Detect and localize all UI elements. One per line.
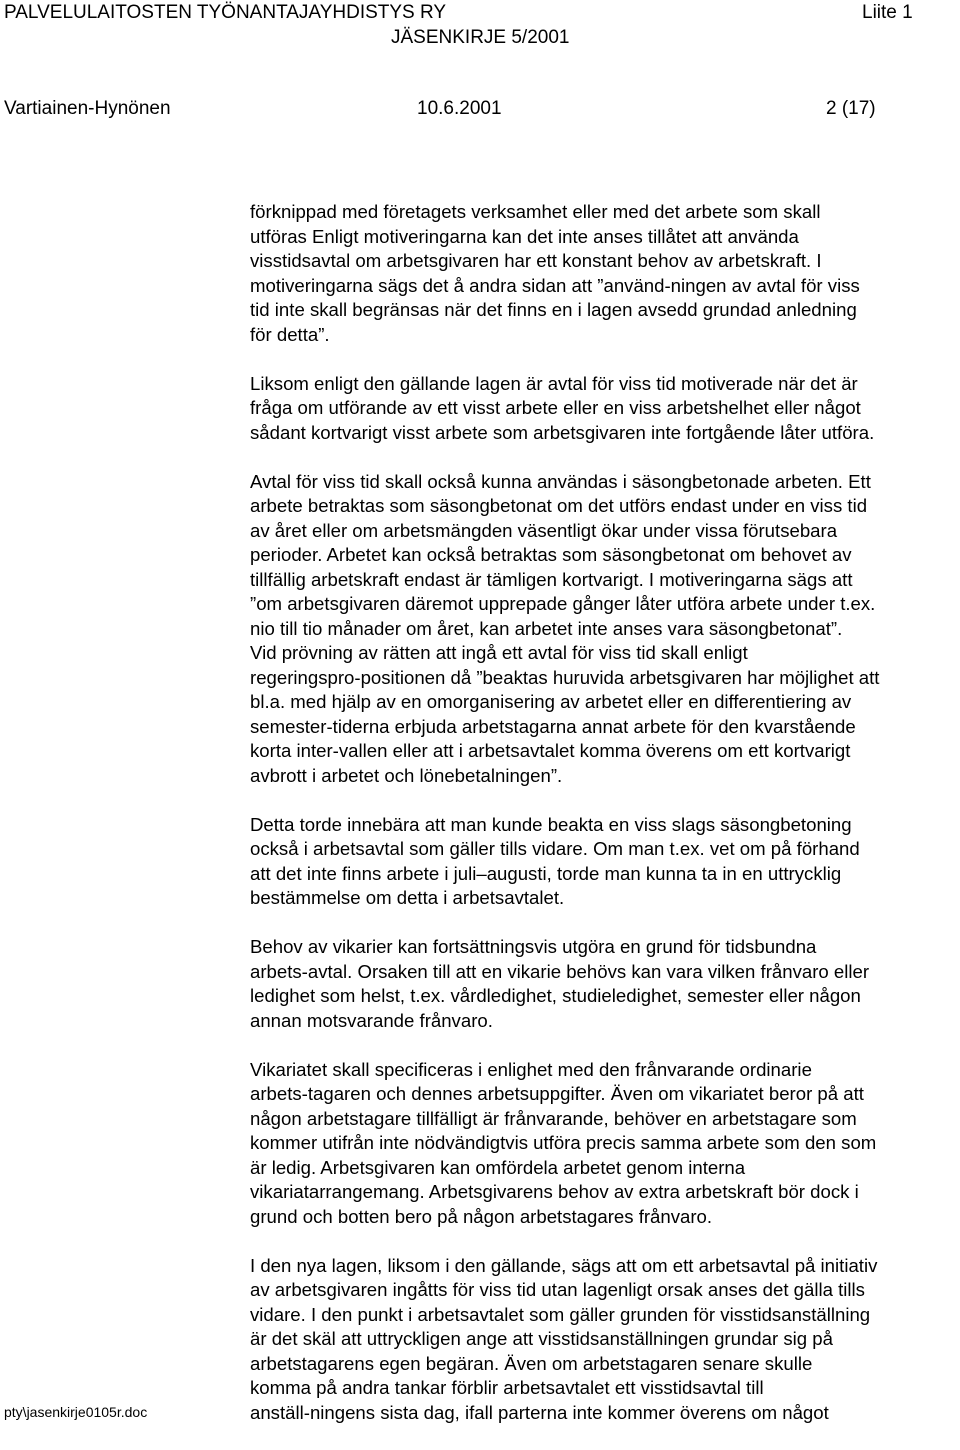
paragraph-line: av arbetsgivaren ingåtts för viss tid utan lagenligt orsak anses det gälla tills xyxy=(250,1279,865,1300)
paragraph-line: semester-tiderna erbjuda arbetstagarna annat arbete för den kvarstående xyxy=(250,715,856,737)
paragraph-line: Behov av vikarier kan fortsättningsvis utgöra en grund för tidsbundna xyxy=(250,936,817,957)
paragraph-line: regeringspro-positionen då ”beaktas huruvida arbetsgivaren har möjlighet att xyxy=(250,666,880,688)
paragraph-line: är ledig. Arbetsgivaren kan omfördela arbetet genom interna xyxy=(250,1156,746,1178)
paragraph-line: också i arbetsavtal som gäller tills vidare. Om man t.ex. vet om på förhand xyxy=(250,838,860,859)
body-paragraph xyxy=(250,1058,960,1230)
paragraph-line: perioder. Arbetet kan också betraktas som säsongbetonat om behovet av xyxy=(250,544,852,565)
body-paragraph xyxy=(250,1254,960,1426)
document-body xyxy=(250,200,960,1450)
paragraph-line: arbetstagarens egen begäran. Även om arbetstagaren senare skulle xyxy=(250,1352,813,1374)
paragraph-line: anställ-ningens sista dag, ifall parterna inte kommer överens om något xyxy=(250,1401,829,1423)
paragraph-line: ledighet som helst, t.ex. vårdledighet, studieledighet, semester eller någon xyxy=(250,985,861,1006)
paragraph-line: motiveringarna sägs det å andra sidan att ”använd-ningen av avtal för viss xyxy=(250,274,860,296)
paragraph-line: tid inte skall begränsas när det finns en i lagen avsedd grundad anledning xyxy=(250,299,857,320)
paragraph-line: I den nya lagen, liksom i den gällande, sägs att om ett arbetsavtal på initiativ xyxy=(250,1254,878,1276)
paragraph-line: visstidsavtal om arbetsgivaren har ett konstant behov av arbetskraft. I xyxy=(250,250,822,271)
paragraph-line: någon arbetstagare tillfälligt är frånvarande, behöver en arbetstagare som xyxy=(250,1107,857,1129)
paragraph-line: Liksom enligt den gällande lagen är avtal för viss tid motiverade när det är xyxy=(250,372,858,394)
paragraph-line: sådant kortvarigt visst arbete som arbetsgivaren inte fortgående låter utföra. xyxy=(250,421,875,443)
paragraph-line: vidare. I den punkt i arbetsavtalet som gäller grunden för visstidsanställning xyxy=(250,1303,871,1325)
paragraph-line: vikariatarrangemang. Arbetsgivarens behov av extra arbetskraft bör dock i xyxy=(250,1181,859,1202)
paragraph-line: avbrott i arbetet och lönebetalningen”. xyxy=(250,764,563,786)
body-paragraph xyxy=(250,935,960,1033)
letter-title: JÄSENKIRJE 5/2001 xyxy=(391,27,570,48)
paragraph-line: för detta”. xyxy=(250,323,330,345)
paragraph-line: grund och botten bero på någon arbetstagares frånvaro. xyxy=(250,1205,713,1227)
page-number: 2 (17) xyxy=(826,98,876,119)
paragraph-line: ”om arbetsgivaren däremot upprepade gånger låter utföra arbete under t.ex. xyxy=(250,593,876,614)
paragraph-line: bl.a. med hjälp av en omorganisering av arbetet eller en differentiering av xyxy=(250,691,852,712)
paragraph-line: att det inte finns arbete i juli–augusti, torde man kunna ta in en uttrycklig xyxy=(250,862,842,884)
paragraph-line: annan motsvarande frånvaro. xyxy=(250,1009,493,1031)
document-date: 10.6.2001 xyxy=(417,98,502,119)
paragraph-line: kommer utifrån inte nödvändigtvis utföra precis samma arbete som den som xyxy=(250,1132,877,1153)
paragraph-line: korta inter-vallen eller att i arbetsavtalet komma överens om ett kortvarigt xyxy=(250,740,851,761)
paragraph-line: utföras Enligt motiveringarna kan det inte anses tillåtet att använda xyxy=(250,225,799,247)
paragraph-line: tillfällig arbetskraft endast är tämligen kortvarigt. I motiveringarna sägs att xyxy=(250,568,853,590)
paragraph-line: nio till tio månader om året, kan arbetet inte anses vara säsongbetonat”. xyxy=(250,617,843,639)
author-name: Vartiainen-Hynönen xyxy=(4,98,171,119)
body-paragraph xyxy=(250,813,960,911)
paragraph-line: arbets-tagaren och dennes arbetsuppgifter. Även om vikariatet beror på att xyxy=(250,1083,864,1104)
body-paragraph xyxy=(250,470,960,789)
body-paragraph xyxy=(250,372,960,446)
paragraph-line: Vikariatet skall specificeras i enlighet med den frånvarande ordinarie xyxy=(250,1058,812,1080)
paragraph-line: bestämmelse om detta i arbetsavtalet. xyxy=(250,887,565,908)
paragraph-line: fråga om utförande av ett visst arbete eller en viss arbetshelhet eller något xyxy=(250,397,861,418)
paragraph-line: Vid prövning av rätten att ingå ett avtal för viss tid skall enligt xyxy=(250,642,748,663)
body-paragraph xyxy=(250,200,960,347)
organization-name: PALVELULAITOSTEN TYÖNANTAJAYHDISTYS RY xyxy=(4,2,447,23)
paragraph-line: arbete betraktas som säsongbetonat om det utförs endast under en viss tid xyxy=(250,495,868,516)
paragraph-line: Detta torde innebära att man kunde beakta en viss slags säsongbetoning xyxy=(250,813,852,835)
footer-filename: pty\jasenkirje0105r.doc xyxy=(4,1404,148,1420)
paragraph-line: komma på andra tankar förblir arbetsavtalet ett visstidsavtal till xyxy=(250,1377,764,1398)
paragraph-line: arbets-avtal. Orsaken till att en vikarie behövs kan vara vilken frånvaro eller xyxy=(250,960,870,982)
attachment-label: Liite 1 xyxy=(862,2,913,23)
paragraph-line: är det skäl att uttryckligen ange att visstidsanställningen grundar sig på xyxy=(250,1328,833,1349)
paragraph-line: Avtal för viss tid skall också kunna användas i säsongbetonade arbeten. Ett xyxy=(250,470,871,492)
paragraph-line: av året eller om arbetsmängden väsentligt ökar under vissa förutsebara xyxy=(250,519,838,541)
paragraph-line: förknippad med företagets verksamhet eller med det arbete som skall xyxy=(250,201,821,222)
